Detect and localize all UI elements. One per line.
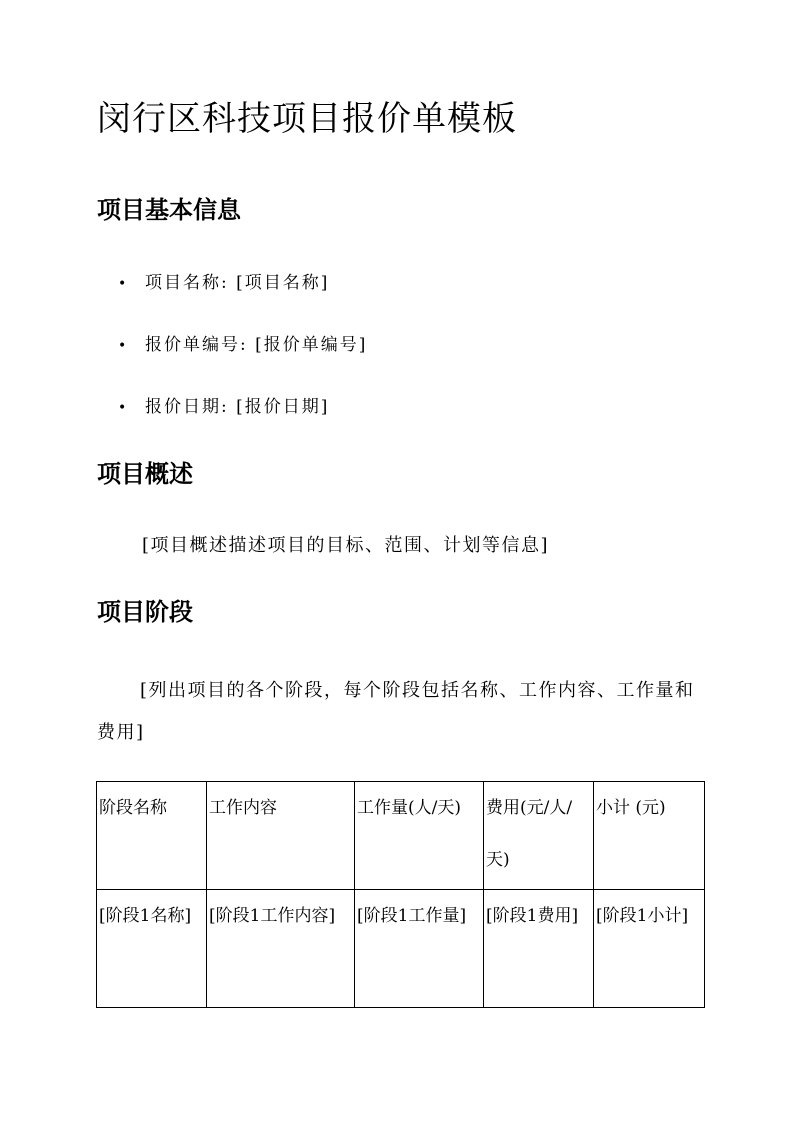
list-item-text: 报价单编号: [报价单编号] xyxy=(145,335,368,355)
header-work-content: 工作内容 xyxy=(207,782,355,890)
bullet-icon: • xyxy=(118,338,129,354)
table-row xyxy=(97,890,705,1008)
list-item-project-name xyxy=(118,271,329,296)
header-workload: 工作量(人/天) xyxy=(355,782,484,890)
section-heading-basic-info: 项目基本信息 xyxy=(97,196,241,224)
page-title: 闵行区科技项目报价单模板 xyxy=(97,99,517,139)
cell-subtotal: [阶段1小计] xyxy=(594,890,705,1008)
list-item-quote-date xyxy=(118,395,329,420)
list-item-text: 报价日期: [报价日期] xyxy=(145,397,330,417)
list-item-text: 项目名称: [项目名称] xyxy=(145,273,330,293)
cell-stage-name: [阶段1名称] xyxy=(97,890,207,1008)
bullet-icon: • xyxy=(118,400,129,416)
list-item-quote-number xyxy=(118,333,367,358)
cell-cost: [阶段1费用] xyxy=(484,890,594,1008)
cell-workload: [阶段1工作量] xyxy=(355,890,484,1008)
overview-text: [项目概述描述项目的目标、范围、计划等信息] xyxy=(142,535,550,556)
header-subtotal: 小计 (元) xyxy=(594,782,705,890)
section-heading-stages: 项目阶段 xyxy=(97,598,193,626)
section-heading-overview: 项目概述 xyxy=(97,460,193,488)
stages-table xyxy=(96,781,705,1008)
table-header-row xyxy=(97,782,705,890)
header-stage-name: 阶段名称 xyxy=(97,782,207,890)
stages-description: [列出项目的各个阶段，每个阶段包括名称、工作内容、工作量和费用] xyxy=(97,680,695,743)
bullet-icon: • xyxy=(118,276,129,292)
cell-work-content: [阶段1工作内容] xyxy=(207,890,355,1008)
header-cost: 费用(元/人/天) xyxy=(484,782,594,890)
